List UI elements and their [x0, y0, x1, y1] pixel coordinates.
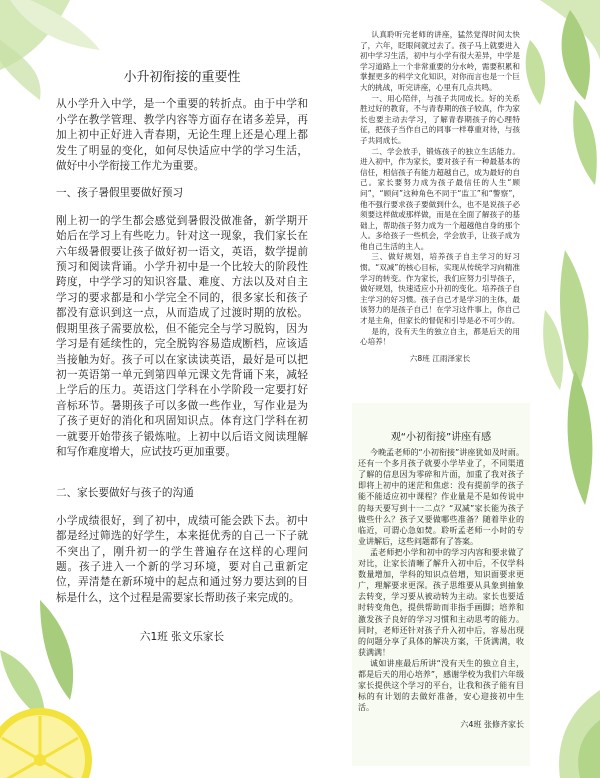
right-box-paragraph: 孟老师把小学和初中的学习内容和要求做了对比，让家长清晰了解升入初中后，不仅学科数量增加，学科的知识点倍增，知识面要求更广，理解要求更深。孩子思维要从具象到抽象去转变，学习要从被动转为主动。家长也要适时转变角色，提供帮助而非指手画脚；培养和激发孩子良好的学习习惯和主动思考的能力。同时，老师还针对孩子升入初中后，容易出现的问题分享了具体的解决方案，干货满满，收获满满！ [358, 547, 524, 657]
right-top-paragraph: 一、用心陪伴，与孩子共同成长。好的关系胜过好的教育，不与青春期的孩子较真，作为家长也要主动去学习，了解青春期孩子的心理特征，把孩子当作自己的同事一样尊重对待，与孩子共同成长。 [360, 93, 520, 145]
right-box-paragraph: 今晚孟老师的“小初衔接”讲座犹如及时雨。还有一个多月孩子就要小学毕业了，不同渠道了解的信息因为零碎和片面，加重了我对孩子即将上初中的迷茫和焦虑：没有提前学的孩子能不能适应初中课程？作业量是不是如传说中的每天要写到十一二点？“双减”家长能为孩子做些什么？孩子又要做哪些准备？随着毕业的临近，可谓心急如焚。聆听孟老师一小时的专业讲解后，这些问题都有了答案。 [358, 448, 524, 546]
right-top-paragraph: 三、做好规划，培养孩子自主学习的好习惯。“双减”的核心目标，实现从传统学习向精准学习的转变。作为家长，我们应努力引导孩子，做好规划，快速适应小升初的变化。培养孩子自主学习的好习惯。孩子自己才是学习的主体，最该努力的是孩子自己！在学习这件事上，你自己才是主角，但家长的督促和引导是必不可少的。 [360, 252, 520, 326]
right-box-title: 观“小初衔接”讲座有感 [390, 432, 492, 443]
right-top-paragraph: 是的，没有天生的独立自主，都是后天的用心培养！ [360, 326, 520, 347]
right-box-paragraph: 诚如讲座最后所讲“没有天生的独立自主，都是后天的用心培养”，感谢学校为我们六年级家长提供这个学习的平台，让我和孩子能有目标的有计划的去做好准备，安心迎接初中生活。 [358, 658, 524, 713]
leaf-decoration-bottom-right [520, 690, 600, 778]
right-top-signature: 六8班 江雨泽家长 [409, 353, 471, 363]
right-top-article [360, 30, 520, 364]
right-top-paragraph: 认真聆听完老师的讲座，猛然觉得时间太快了，六年，眨眼间就过去了。孩子马上就要进入初中学习生活，初中与小学有很大差异，中学是学习道路上一个非常重要的分水岭，需要积累和掌握更多的科学文化知识，对你而言也是一个巨大的挑战，听完讲座，心里有几点共鸣。 [360, 30, 520, 92]
left-article [56, 70, 308, 646]
right-box-signature: 六4班 张修齐家长 [460, 720, 524, 730]
left-article-intro: 从小学升入中学，是一个重要的转折点。由于中学和小学在教学管理、教学内容等方面存在诸多差异，再加上初中正好进入青春期，无论生理上还是心理上都发生了明显的变化，如何尽快适应中学的学习生活，做好中小学衔接工作尤为重要。 [56, 98, 308, 173]
section1-heading: 一、孩子暑假里要做好预习 [56, 187, 184, 200]
left-article-signature: 六1班 张文乐家长 [139, 631, 225, 644]
section1-body: 刚上初一的学生都会感觉到暑假没做准备，新学期开始后在学习上有些吃力。针对这一现象，我们家长在六年级暑假要让孩子做好初一语文，英语，数学提前预习和阅读背诵。小学升初中是一个比较大的阶段性跨度，中学学习的知识容量、难度、方法以及对自主学习的要求都是和小学完全不同的，很多家长和孩子都没有意识到这一点，从而造成了过渡时期的放松。假期里孩子需要放松，但不能完全与学习脱钩，因为学习是有延续性的，完全脱钩容易造成断档，应该适当接触为好。孩子可以在家读读英语，最好是可以把初一英语第一单元到第四单元课文先背诵下来，减轻上学后的压力。英语这门学科在小学阶段一定要打好音标环节。暑期孩子可以多做一些作业，写作业是为了孩子更好的消化和巩固知识点。体育这门学科在初一就要开始带孩子锻炼啦。上初中以后语文阅读理解和写作难度增大，应试技巧更加重要。 [56, 214, 308, 458]
left-article-title: 小升初衔接的重要性 [123, 70, 241, 85]
section2-heading: 二、家长要做好与孩子的沟通 [56, 487, 194, 500]
leaf-decoration-right [535, 250, 600, 510]
section2-body: 小学成绩很好，到了初中，成绩可能会跌下去。初中都是经过筛选的好学生，本来挺优秀的自己一下子就不突出了，刚升初一的学生普遍存在这样的心理问题。孩子进入一个新的学习环境，要对自己重新定位，弄清楚在新环境中的起点和通过努力要达到的目标是什么，这个过程是需要家长帮助孩子来完成的。 [56, 514, 308, 604]
right-top-paragraph: 二、学会放手，锻炼孩子的独立生活能力。进入初中，作为家长，要对孩子有一种最基本的信任，相信孩子有能力超越自己，成为最好的自己。家长要努力成为孩子最信任的人生“顾问”，“顾问”这种角色不同于“监工”和“警察”，他不强行要求孩子要做到什么，也不是说孩子必须要这样做或那样做，而是在全面了解孩子的基础上，帮助孩子努力成为一个超越他自身的那个人。多给孩子一些机会，学会放手，让孩子成为他自己生活的主人。 [360, 146, 520, 251]
right-box-article [358, 432, 524, 730]
